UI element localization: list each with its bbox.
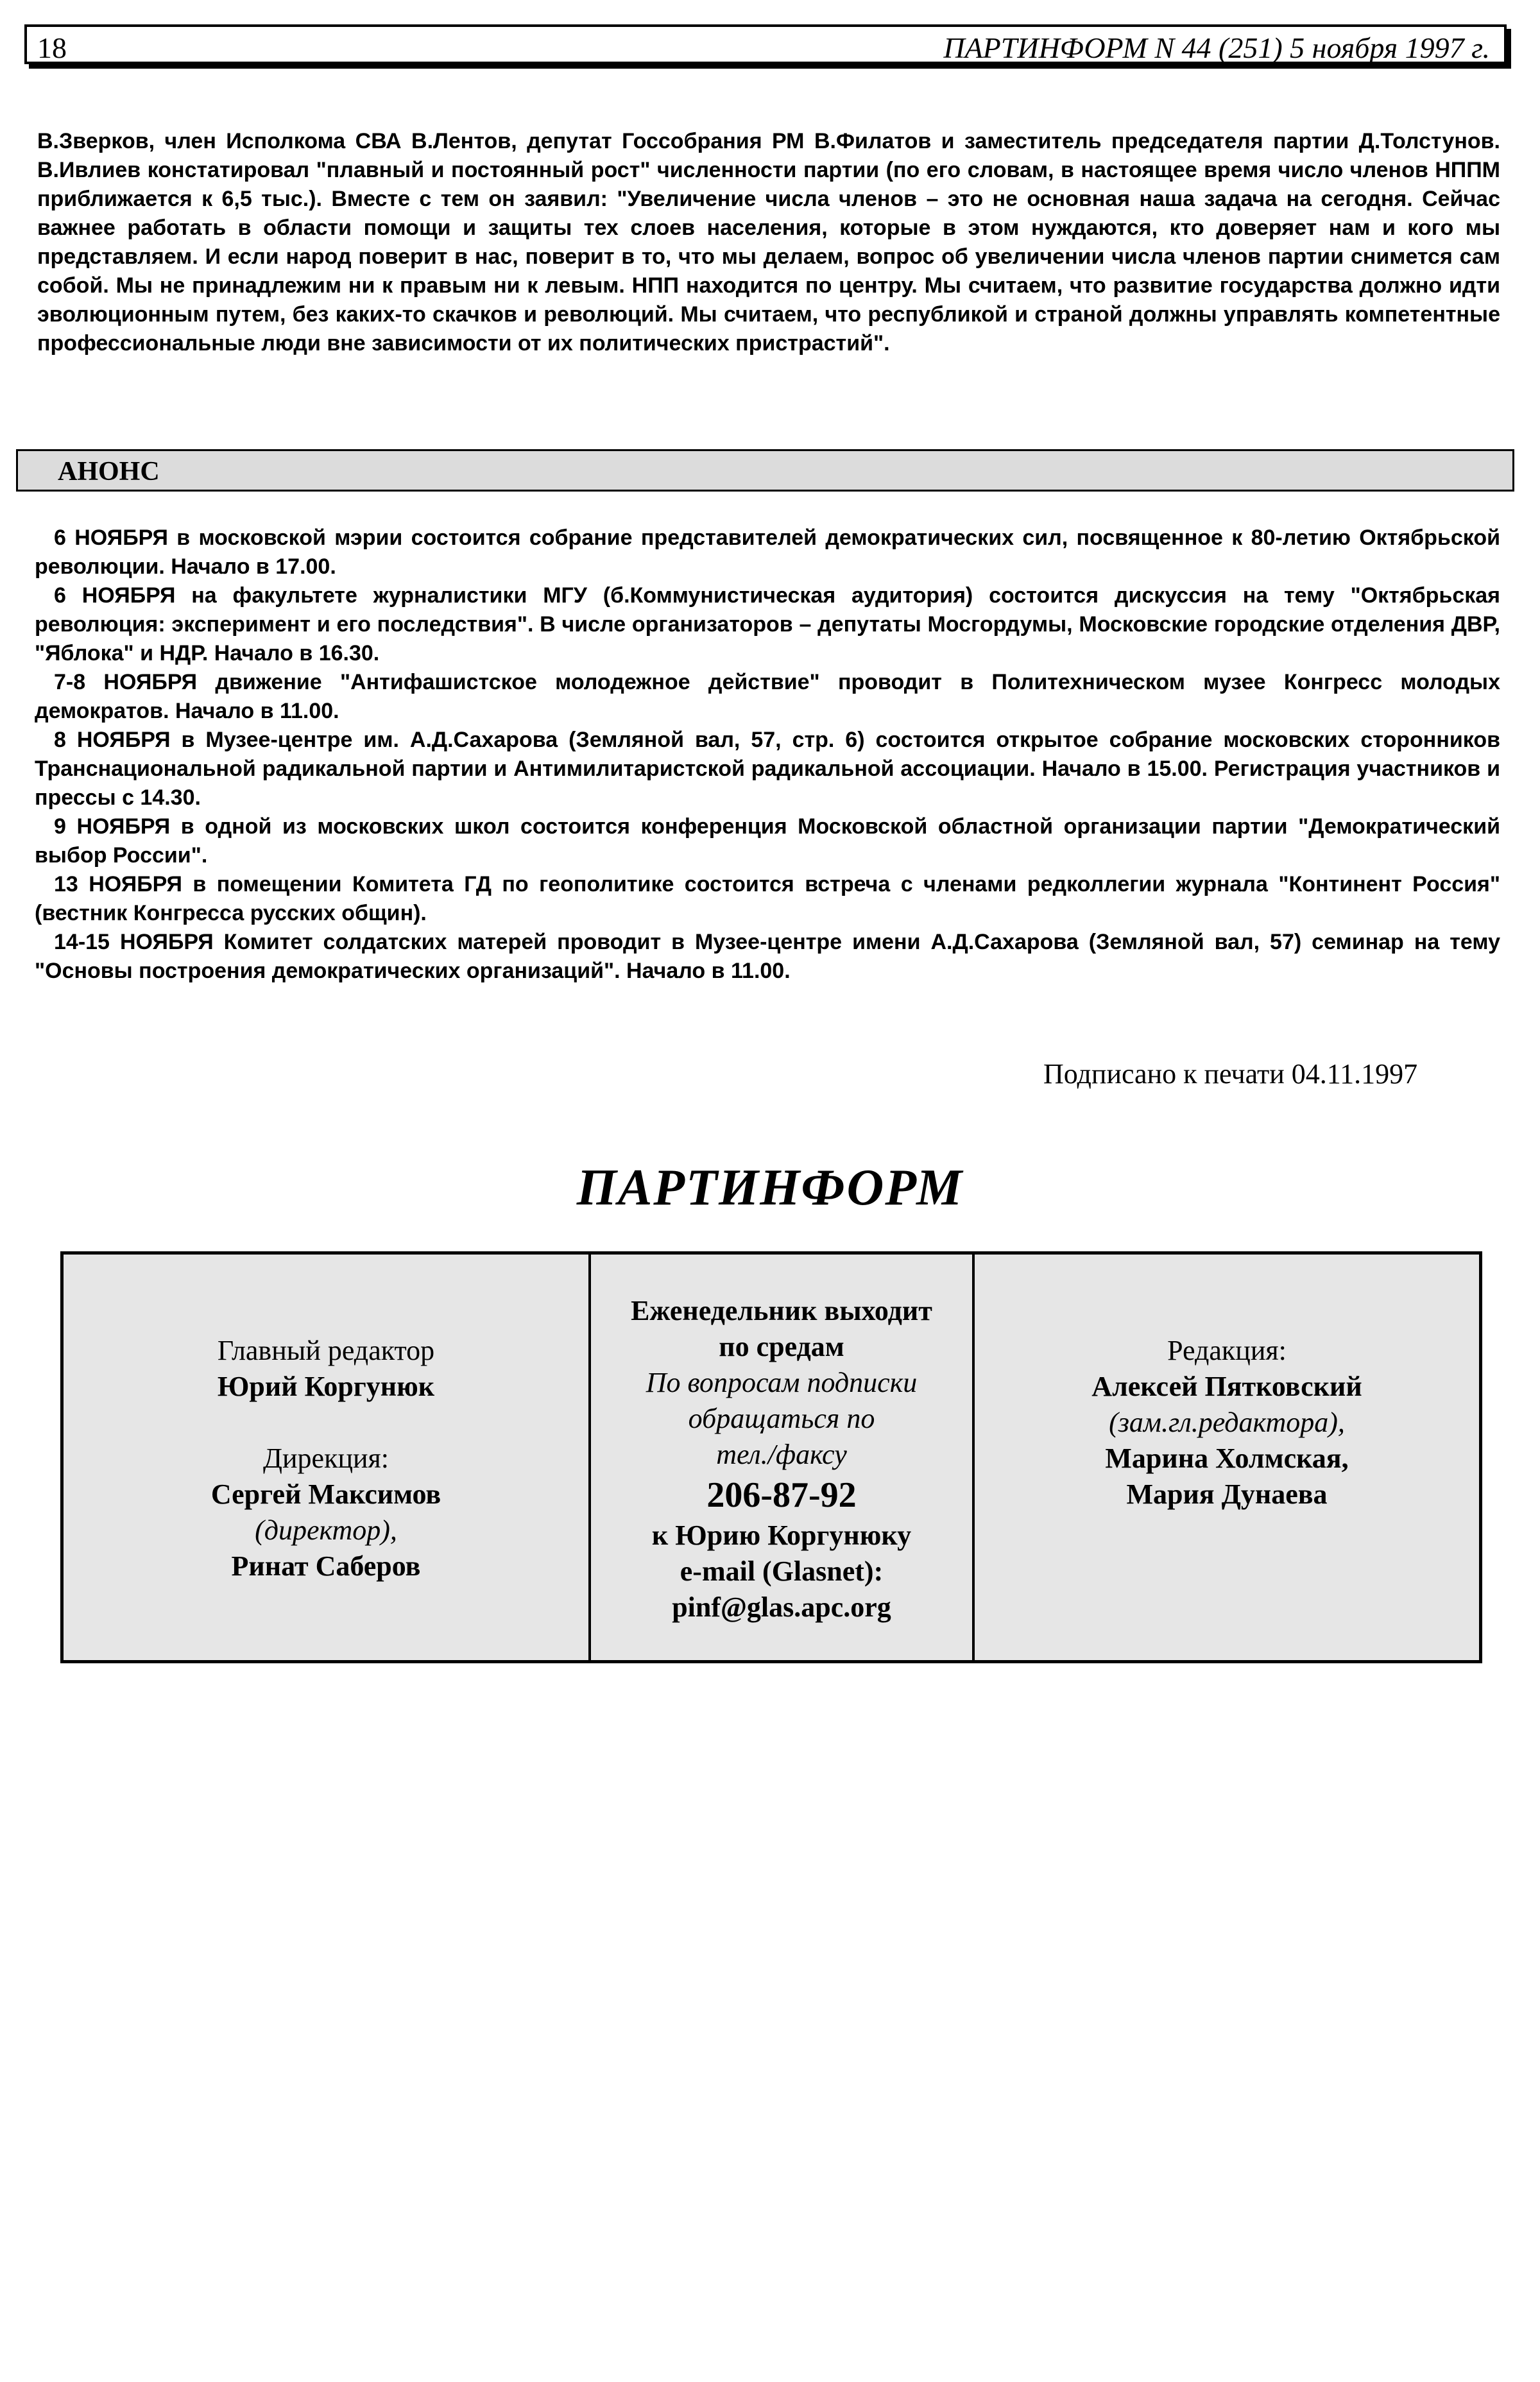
announcement-item: 6 НОЯБРЯ в московской мэрии состоится собрание представителей демократических сил, посвященное к 80-летию Октябрьской революции. Начало в 17.00. [35, 526, 1500, 579]
frequency-line-2: по средам [719, 1331, 844, 1362]
phone-number: 206-87-92 [706, 1475, 857, 1515]
masthead-right-column [975, 1255, 1479, 1660]
page-number: 18 [37, 31, 67, 64]
chief-editor-label: Главный редактор [217, 1335, 435, 1366]
email-label: e-mail (Glasnet): [680, 1555, 884, 1587]
subscription-line-1: По вопросам подписки [646, 1367, 918, 1398]
article-text: В.Зверков, член Исполкома СВА В.Лентов, депутат Госсобрания РМ В.Филатов и заместитель председателя партии Д.Толстунов. В.Ивлиев констатировал "плавный и постоянный рост" численности партии (по его словам, в настоящее время число членов НППМ приближается к 6,5 тыс.). Вместе с тем он заявил: "Увеличение числа членов – это не основная наша задача на сегодня. Сейчас важнее работать в области помощи и защиты тех слоев населения, которые в этом нуждаются, кто доверяет нам и кого мы представляем. И если народ поверит в нас, поверит в то, что мы делаем, вопрос об увеличении числа членов партии снимется сам собой. Мы не принадлежим ни к правым ни к левым. НПП находится по центру. Мы считаем, что развитие государства должно идти эволюционным путем, без каких-то скачков и революций. Мы считаем, что республикой и страной должны управлять компетентные профессиональные люди вне зависимости от их политических пристрастий". [37, 129, 1500, 356]
masthead-middle-column [588, 1255, 975, 1660]
director-role: (директор), [255, 1514, 397, 1546]
email-address: pinf@glas.apc.org [672, 1591, 891, 1623]
section-heading-bar [16, 449, 1514, 492]
announcement-item: 13 НОЯБРЯ в помещении Комитета ГД по геополитике состоится встреча с членами редколлегии журнала "Континент Россия" (вестник Конгресса русских общин). [35, 872, 1500, 925]
announcement-item: 9 НОЯБРЯ в одной из московских школ состоится конференция Московской областной организации партии "Демократический выбор России". [35, 814, 1500, 868]
contact-person: к Юрию Коргунюку [651, 1520, 912, 1551]
direction-label: Дирекция: [262, 1443, 389, 1474]
announcement-item: 14-15 НОЯБРЯ Комитет солдатских матерей проводит в Музее-центре имени А.Д.Сахарова (Земляной вал, 57) семинар на тему "Основы построения демократических организаций". Начало в 11.00. [35, 930, 1500, 983]
announcement-list [35, 524, 1500, 986]
signed-to-print: Подписано к печати 04.11.1997 [1043, 1058, 1418, 1090]
subscription-line-3: тел./факсу [716, 1439, 847, 1470]
chief-editor-name: Юрий Коргунюк [217, 1371, 435, 1402]
editor-name-1: Алексей Пятковский [1091, 1371, 1362, 1402]
issue-title: ПАРТИНФОРМ N 44 (251) 5 ноября 1997 г. [943, 31, 1490, 64]
masthead-box [60, 1251, 1482, 1663]
announcement-item: 6 НОЯБРЯ на факультете журналистики МГУ (б.Коммунистическая аудитория) состоится дискуссия на тему "Октябрьская революция: эксперимент и его последствия". В числе организаторов – депутаты Мосгордумы, Московские городские отделения ДВР, "Яблока" и НДР. Начало в 16.30. [35, 583, 1500, 665]
announcement-item: 8 НОЯБРЯ в Музее-центре им. А.Д.Сахарова (Земляной вал, 57, стр. 6) состоится открытое собрание московских сторонников Транснациональной радикальной партии и Антимилитаристской радикальной ассоциации. Начало в 15.00. Регистрация участников и прессы с 14.30. [35, 728, 1500, 810]
director-name: Сергей Максимов [210, 1478, 441, 1510]
subscription-line-2: обращаться по [688, 1403, 875, 1434]
editorial-label: Редакция: [1167, 1335, 1287, 1366]
announcement-item: 7-8 НОЯБРЯ движение "Антифашистское молодежное действие" проводит в Политехническом музее Конгресс молодых демократов. Начало в 11.00. [35, 670, 1500, 723]
masthead-left-column [64, 1255, 588, 1660]
frequency-line-1: Еженедельник выходит [631, 1295, 932, 1326]
editor-name-3: Мария Дунаева [1126, 1478, 1328, 1510]
editor-name-2: Марина Холмская, [1105, 1443, 1349, 1474]
section-heading: АНОНС [58, 457, 160, 486]
running-header [24, 24, 1507, 64]
editor-role-1: (зам.гл.редактора), [1109, 1407, 1345, 1438]
direction-member-name: Ринат Саберов [231, 1550, 421, 1582]
masthead-title: ПАРТИНФОРМ [576, 1160, 964, 1216]
